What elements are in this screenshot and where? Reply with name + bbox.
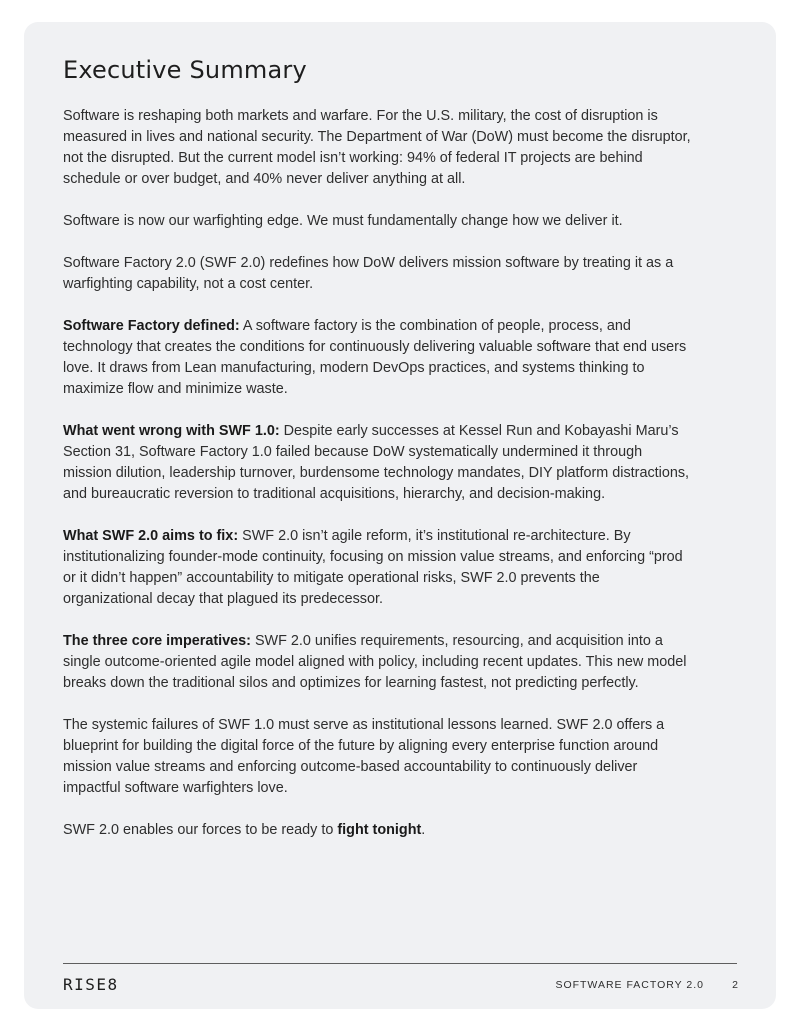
paragraph bbox=[63, 211, 693, 232]
paragraph bbox=[63, 316, 693, 400]
closing-paragraph bbox=[63, 820, 693, 841]
paragraph bbox=[63, 253, 693, 295]
paragraph-text: The systemic failures of SWF 1.0 must serve as institutional lessons learned. SWF 2.0 offers a blueprint for building the digital force of the future by aligning every enterprise function around mission value streams and enforcing outcome-based accountability to continuously deliver impactful software warfighters love. bbox=[63, 717, 665, 796]
paragraph bbox=[63, 631, 693, 694]
paragraph-text: A software factory is the combination of people, process, and technology that creates the conditions for continuously delivering valuable software that end users love. It draws from Lean manufacturing, modern DevOps practices, and systems thinking to maximize flow and minimize waste. bbox=[63, 318, 687, 397]
page-content bbox=[63, 56, 693, 862]
paragraph-lead: What went wrong with SWF 1.0: bbox=[63, 423, 280, 439]
page-number: 2 bbox=[732, 979, 738, 991]
closing-suffix: . bbox=[421, 822, 426, 838]
paragraph bbox=[63, 421, 693, 505]
footer-document-title: SOFTWARE FACTORY 2.0 bbox=[555, 979, 704, 991]
paragraph-text: Software is now our warfighting edge. We must fundamentally change how we deliver it. bbox=[63, 213, 623, 229]
paragraph-lead: Software Factory defined: bbox=[63, 318, 240, 334]
paragraph-text: Software Factory 2.0 (SWF 2.0) redefines how DoW delivers mission software by treating it as a warfighting capability, not a cost center. bbox=[63, 255, 674, 292]
paragraph-text: SWF 2.0 unifies requirements, resourcing, and acquisition into a single outcome-oriented agile model aligned with policy, including recent updates. This new model breaks down the traditional silos and optimizes for learning fastest, not predicting perfectly. bbox=[63, 633, 687, 691]
paragraph-lead: What SWF 2.0 aims to fix: bbox=[63, 528, 239, 544]
paragraph bbox=[63, 526, 693, 610]
closing-emphasis: fight tonight bbox=[337, 822, 422, 838]
page-title: Executive Summary bbox=[63, 56, 307, 84]
page-card bbox=[24, 22, 776, 1009]
footer-divider bbox=[63, 963, 737, 964]
paragraph-text: Despite early successes at Kessel Run and Kobayashi Maru’s Section 31, Software Factory 1.0 failed because DoW systematically undermined it through mission dilution, leadership turnover, burdensome technology mandates, DIY platform distractions, and bureaucratic reversion to traditional acquisitions, hierarchy, and decision-making. bbox=[63, 423, 690, 502]
paragraph-text: SWF 2.0 isn’t agile reform, it’s institutional re-architecture. By institutionalizing founder-mode continuity, focusing on mission value streams, and enforcing “prod or it didn’t happen” accountability to mitigate operational risks, SWF 2.0 prevents the organizational decay that plagued its predecessor. bbox=[63, 528, 683, 607]
paragraph bbox=[63, 715, 693, 799]
paragraph-text: Software is reshaping both markets and warfare. For the U.S. military, the cost of disruption is measured in lives and national security. The Department of War (DoW) must become the disruptor, not the disrupted. But the current model isn’t working: 94% of federal IT projects are behind schedule or over budget, and 40% never deliver anything at all. bbox=[63, 108, 691, 187]
closing-prefix: SWF 2.0 enables our forces to be ready to bbox=[63, 822, 338, 838]
paragraph bbox=[63, 106, 693, 190]
company-logo: RISE8 bbox=[63, 975, 119, 994]
paragraph-lead: The three core imperatives: bbox=[63, 633, 251, 649]
